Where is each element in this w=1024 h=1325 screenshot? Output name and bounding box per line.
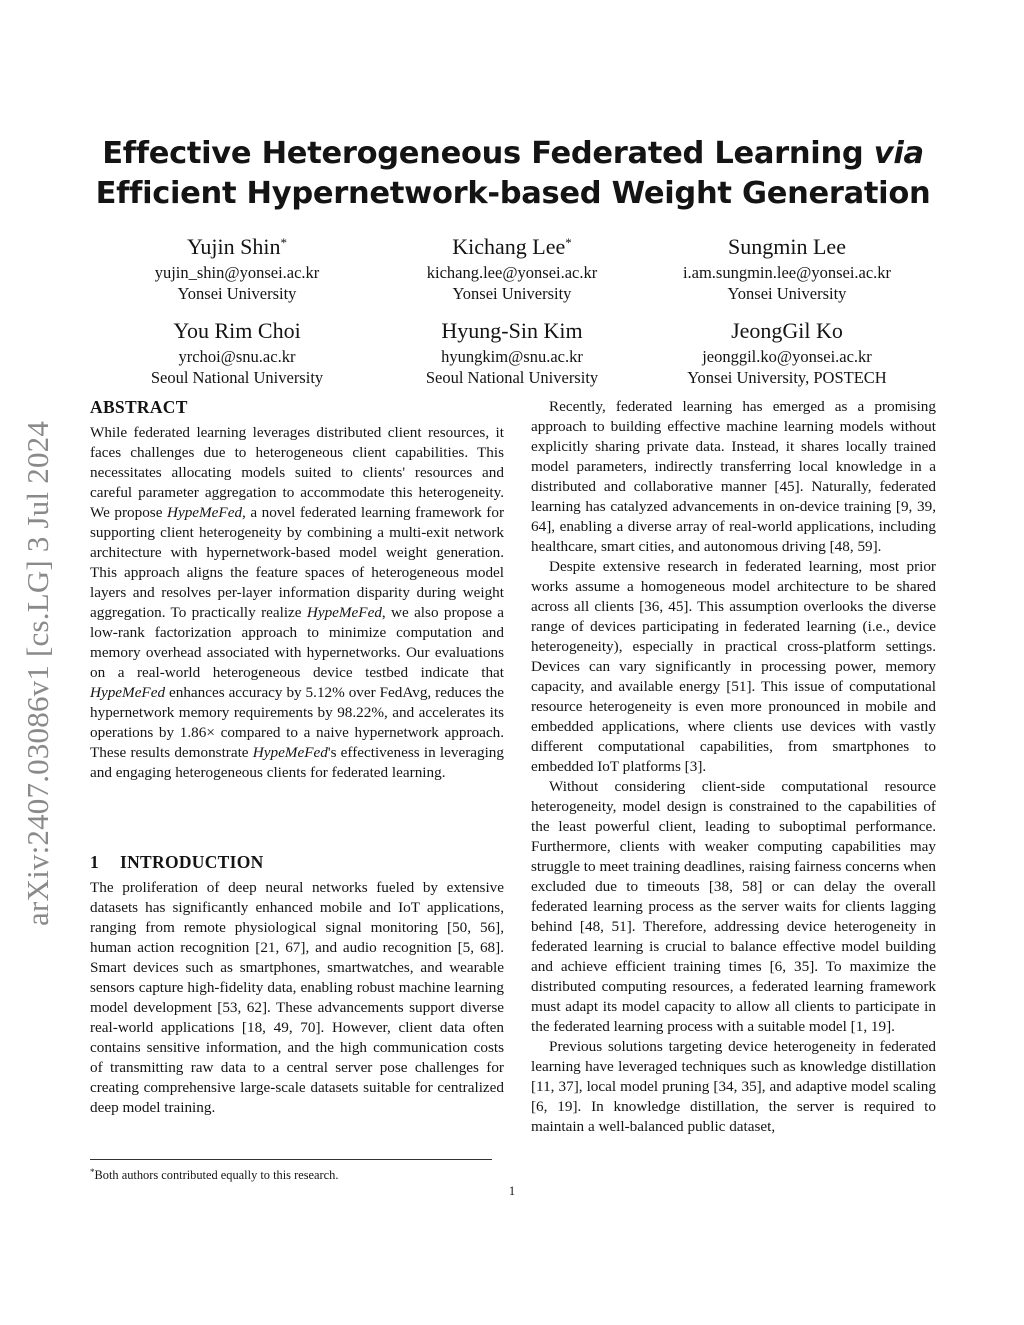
abstract-text: While federated learning leverages distributed client resources, it faces challenges due to heterogeneous client capabilities. This necessitates allocating models suited to clients' resources and careful parameter aggregation to accommodate this heterogeneity. We propose [90,424,504,521]
footnote [90,1164,504,1183]
abstract-text: 's effectiveness in leveraging and engaging heterogeneous clients for federated learning. [90,744,504,781]
footnote-rule [90,1159,492,1160]
section-number: 1 [90,852,100,872]
intro-continued-column [531,397,936,1137]
author-block [642,228,932,304]
author-block [642,312,932,388]
page-number: 1 [508,1184,516,1198]
author-name-text: Hyung-Sin Kim [441,318,583,343]
system-name: HypeMeFed [252,744,328,761]
author-name [92,228,382,262]
intro-paragraph-2: Recently, federated learning has emerged as a promising approach to building effective machine learning models without explicitly sharing private data. Instead, it shares locally trained model parameters, indirectly transferring local knowledge in a distributed and collaborative manner [45]. Naturally, federated learning has catalyzed advancements in on-device training [9, 39, 64], enabling a diverse array of real-world applications, including healthcare, smart cities, and autonomous driving [48, 59]. [531,398,936,555]
introduction-heading [90,850,504,874]
author-name-text: Kichang Lee [452,234,566,259]
intro-paragraph-5: Previous solutions targeting device heterogeneity in federated learning have leveraged techniques such as knowledge distillation [11, 37], local model pruning [34, 35], and adaptive model scaling [6, 19]. In knowledge distillation, the server is required to maintain a well-balanced public dataset, [531,1038,936,1135]
author-email: yujin_shin@yonsei.ac.kr [154,263,320,282]
footnote-mark: * [90,1167,95,1177]
author-affiliation: Seoul National University [425,368,599,387]
paper-title [90,134,936,214]
section-title: INTRODUCTION [120,852,264,872]
author-name-text: Sungmin Lee [728,234,846,259]
author-block [367,228,657,304]
author-email: i.am.sungmin.lee@yonsei.ac.kr [682,263,892,282]
abstract-heading: ABSTRACT [90,397,188,417]
author-affiliation: Yonsei University [177,284,297,303]
intro-paragraph-4: Without considering client-side computational resource heterogeneity, model design is constrained to the capabilities of the least powerful client, leading to suboptimal performance. Furthermore, clients with weaker computing capabilities may struggle to meet training deadlines, raising fairness concerns when excluded due to timeouts [38, 58] or can delay the overall federated learning process as the server waits for clients lagging behind [48, 51]. Therefore, addressing device heterogeneity in federated learning is crucial to balance effective model building and achieve efficient training times [6, 35]. To maximize the distributed computing resources, a federated learning framework must adapt its model capacity to allow all clients to participate in the federated learning process with a suitable model [1, 19]. [531,778,936,1035]
author-block [92,312,382,388]
intro-paragraph-1: The proliferation of deep neural networks fueled by extensive datasets has significantly enhanced mobile and IoT applications, ranging from remote physiological signal monitoring [50, 56], human action recognition [21, 67], and audio recognition [5, 68]. Smart devices such as smartphones, smartwatches, and wearable sensors capture high-fidelity data, enabling robust machine learning model development [53, 62]. These advancements support diverse real-world applications [18, 49, 70]. However, client data often contains sensitive information, and the high communication costs of transmitting raw data to a central server pose challenges for creating comprehensive large-scale datasets suitable for centralized deep model training. [90,879,504,1116]
author-name-text: Yujin Shin [186,234,281,259]
author-name [642,228,932,262]
abstract-text: enhances accuracy by 5.12% over FedAvg, reduces the hypernetwork memory requirements by 98.22%, and accelerates its operations by 1.86× compared to a naive hypernetwork approach. These results demonstrate [90,684,504,761]
author-affiliation: Yonsei University, POSTECH [687,368,887,387]
title-line-1 [90,134,936,174]
author-affiliation: Seoul National University [150,368,324,387]
abstract-paragraph [90,423,504,783]
footnote-text: Both authors contributed equally to this research. [94,1168,339,1182]
system-name: HypeMeFed [306,604,382,621]
author-name-text: JeongGil Ko [731,318,843,343]
title-line-2: Efficient Hypernetwork-based Weight Generation [95,176,931,211]
author-block [367,312,657,388]
author-affiliation: Yonsei University [727,284,847,303]
author-name [92,312,382,346]
author-name [367,312,657,346]
system-name: HypeMeFed [166,504,243,521]
author-name [642,312,932,346]
author-name-text: You Rim Choi [173,318,301,343]
arxiv-identifier: arXiv:2407.03086v1 [cs.LG] 3 Jul 2024 [20,420,55,926]
intro-paragraph-3: Despite extensive research in federated learning, most prior works assume a homogeneous model architecture to be shared across all clients [36, 45]. This assumption overlooks the diverse range of devices participating in federated learning (i.e., device heterogeneity), especially in practical cross-platform settings. Devices can vary significantly in processing power, memory capacity, and available energy [51]. This issue of computational resource heterogeneity is even more pronounced in mobile and embedded applications, where clients use devices with vastly different computational capabilities, from smartphones to embedded IoT platforms [3]. [531,558,936,775]
equal-contribution-mark: * [565,235,572,250]
author-email: yrchoi@snu.ac.kr [178,347,296,366]
abstract-text: , a novel federated learning framework for supporting client heterogeneity by combining a multi-exit network architecture with hypernetwork-based model weight generation. This approach aligns the feature spaces of heterogeneous model layers and resolves per-layer information disparity during weight aggregation. To practically realize [90,504,504,621]
author-email: kichang.lee@yonsei.ac.kr [426,263,598,282]
author-email: hyungkim@snu.ac.kr [441,347,583,366]
author-email: jeonggil.ko@yonsei.ac.kr [702,347,872,366]
author-block [92,228,382,304]
author-name [367,228,657,262]
abstract-text: , we also propose a low-rank factorization approach to minimize computation and memory overhead associated with hypernetworks. Our evaluations on a real-world heterogeneous device testbed indicate that [90,604,504,681]
equal-contribution-mark: * [280,235,288,250]
introduction-section [90,850,504,1118]
title-italic: via [873,136,924,171]
title-text: Effective Heterogeneous Federated Learning [102,136,874,171]
system-name: HypeMeFed [90,684,166,701]
abstract-section [90,395,504,783]
author-affiliation: Yonsei University [452,284,572,303]
